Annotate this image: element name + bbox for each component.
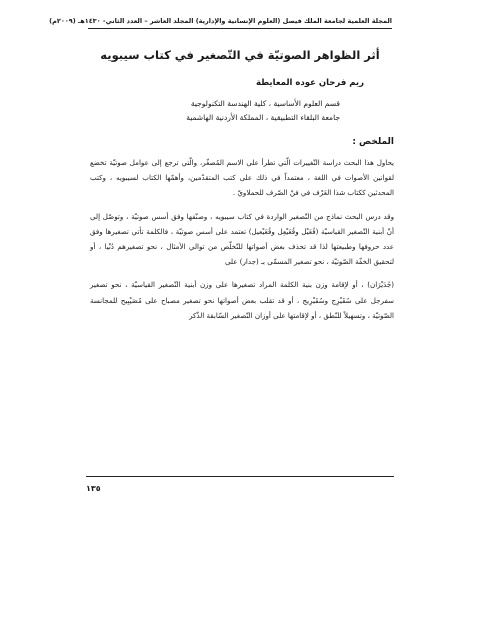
- abstract-paragraph-1: يحاول هذا البحث دراسة التّغييرات الّتي تطرأ على الاسم المُصغّر، والّتي ترجع إلى عوامل صوتيّة تخضع لقوانين الأصوات في اللغة ، معتمداً في ذلك على كتب المتقدّمين، وأهمّها الكتاب لسيبويه ، وكتب المحدثين ككتاب شذا العَرْف في فنّ الصّرف للحملاويّ .: [90, 158, 394, 198]
- footer-divider: [86, 476, 394, 477]
- abstract-paragraph-3: (جُدَيْرَان) ، أو لإقامة وزن بنية الكلمة المراد تصغيرها على وزن أبنية التّصغير القياسيّة ، نحو تصغير سفرجل على سُفَيْرِج وسُفَيْرِيج ، أو قد تقلب بعض أصواتها نحو تصغير مصباح على مُصَيْبِيح للمجانسة الصّوتيّة ، وتسهيلاً للنّطق ، أو لإقامتها على أوزان التّصغير السّابقة الذّكر: [90, 280, 394, 320]
- article-title: أثر الظواهر الصوتيّة في التّصغير في كتاب سيبويه: [100, 48, 380, 62]
- running-header: المجلة العلمية لجامعة الملك فيصل (العلوم الإنسانية والإدارية) المجلد العاشر – العدد الثاني- ١٤٣٠هـ (٢٠٠٩م): [88, 14, 392, 29]
- affiliation-university: جامعة البلقاء التطبيقية ، المملكة الأردنية الهاشمية: [186, 113, 340, 122]
- abstract-heading: الملخص :: [352, 137, 394, 147]
- abstract-body: [90, 155, 394, 331]
- page-number: ١٣٥: [86, 484, 101, 493]
- abstract-paragraph-2: وقد درس البحث نماذج من التّصغير الواردة في كتاب سيبويه ، وصنّفها وفق أسس صوتيّة ، وتوصّل إلى أنّ أبنية التّصغير القياسيّة (فُعَيْل وفُعَيْعِل وفُعَيْعيل) تعتمد على أسس صوتيّة ، فالكلمة تأتي تصغيرها وفق عدد حروفها وطبيعتها لذا قد تحذف بعض أصواتها للتّخلّص من توالي الأمثال ، نحو تصغيرهم دُنْيا ، أو لتحقيق الخفّة الصّوتيّة ، نحو تصغير المسمّى بـ (جدار) على: [90, 211, 394, 267]
- affiliation-department: قسم العلوم الأساسية ، كلية الهندسة التكنولوجية: [190, 99, 340, 108]
- author-name: ريم فرحان عوده المعايطة: [256, 78, 364, 88]
